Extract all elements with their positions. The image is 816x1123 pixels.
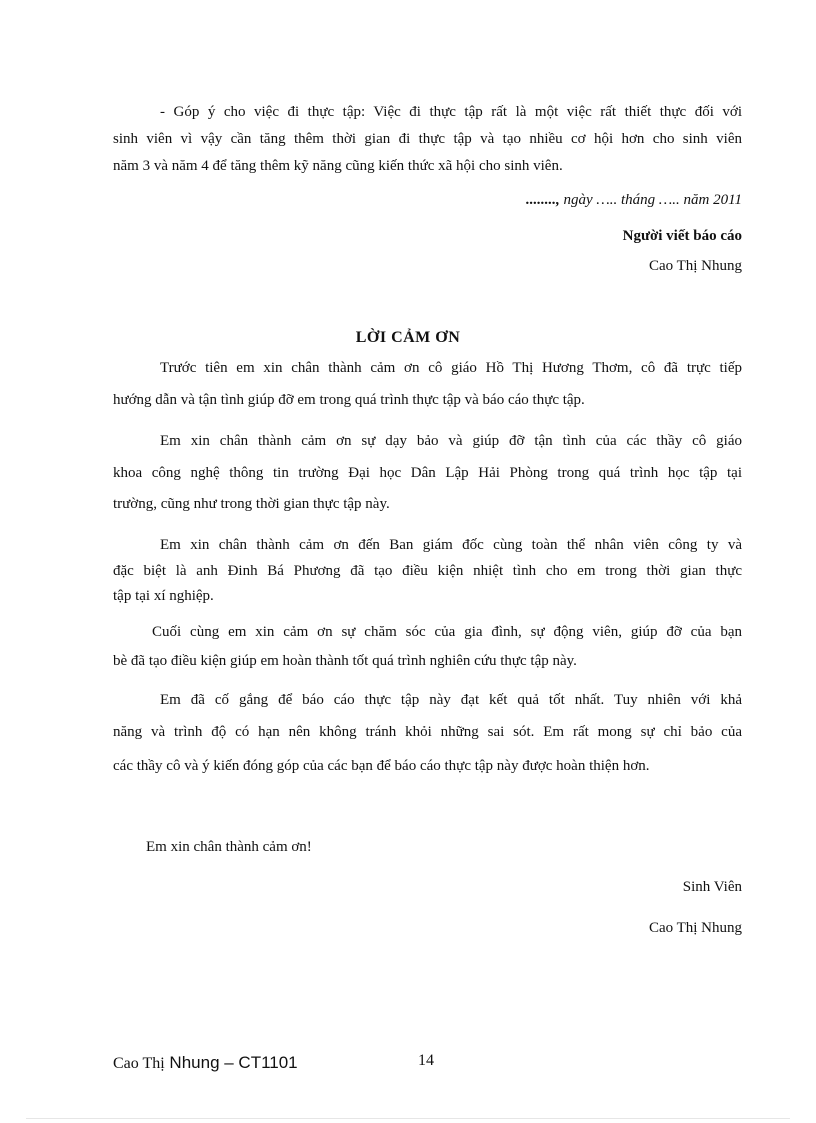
para4-line-2: bè đã tạo điều kiện giúp em hoàn thành tốt quá trình nghiên cứu thực tập này. [113, 653, 577, 669]
date-line-text: ngày ….. tháng ….. năm 2011 [559, 192, 742, 208]
intern-feedback-line-3: năm 3 và năm 4 để tăng thêm kỹ năng cũng kiến thức xã hội cho sinh viên. [113, 158, 563, 174]
closing-text: Em xin chân thành cảm ơn! [146, 839, 312, 855]
page-bottom-rule [26, 1118, 790, 1119]
para1-line-2: hướng dẫn và tận tình giúp đỡ em trong quá trình thực tập và báo cáo thực tập. [113, 392, 585, 408]
signer-title: Sinh Viên [682, 879, 742, 895]
report-writer-label: Người viết báo cáo [622, 228, 742, 244]
signer-name: Cao Thị Nhung [648, 920, 742, 936]
report-writer-name: Cao Thị Nhung [648, 258, 742, 274]
para4-line-1: Cuối cùng em xin cảm ơn sự chăm sóc của gia đình, sự động viên, giúp đỡ của bạn [152, 624, 742, 640]
para2-line-3: trường, cũng như trong thời gian thực tập này. [113, 496, 390, 512]
footer-author-sans: Nhung – CT1101 [164, 1053, 298, 1072]
date-line [526, 191, 742, 209]
para2-line-1: Em xin chân thành cảm ơn sự dạy bảo và giúp đỡ tận tình của các thầy cô giáo [160, 433, 742, 449]
date-line-dots: ........, [526, 192, 560, 208]
para1-line-1: Trước tiên em xin chân thành cảm ơn cô giáo Hồ Thị Hương Thơm, cô đã trực tiếp [160, 360, 742, 376]
para5-line-1: Em đã cố gắng để báo cáo thực tập này đạt kết quả tốt nhất. Tuy nhiên với khả [160, 692, 742, 708]
para3-line-2: đặc biệt là anh Đinh Bá Phương đã tạo điều kiện nhiệt tình cho em trong thời gian thực [113, 563, 742, 579]
para5-line-2: năng và trình độ có hạn nên không tránh khỏi những sai sót. Em rất mong sự chỉ bảo của [113, 724, 742, 740]
para2-line-2: khoa công nghệ thông tin trường Đại học Dân Lập Hải Phòng trong quá trình học tập tại [113, 465, 742, 481]
para5-line-3: các thầy cô và ý kiến đóng góp của các bạn để báo cáo thực tập này được hoàn thiện hơn. [113, 758, 650, 774]
footer-author [113, 1054, 298, 1073]
para3-line-3: tập tại xí nghiệp. [113, 588, 214, 604]
intern-feedback-line-2: sinh viên vì vậy cần tăng thêm thời gian đi thực tập và tạo nhiều cơ hội hơn cho sinh viên [113, 131, 742, 147]
intern-feedback-line-1: - Góp ý cho việc đi thực tập: Việc đi thực tập rất là một việc rất thiết thực đối với [160, 104, 742, 120]
thanks-title: LỜI CẢM ƠN [355, 329, 461, 346]
footer-author-serif: Cao Thị [113, 1055, 165, 1072]
page-number: 14 [418, 1052, 434, 1069]
para3-line-1: Em xin chân thành cảm ơn đến Ban giám đốc cùng toàn thể nhân viên công ty và [160, 537, 742, 553]
